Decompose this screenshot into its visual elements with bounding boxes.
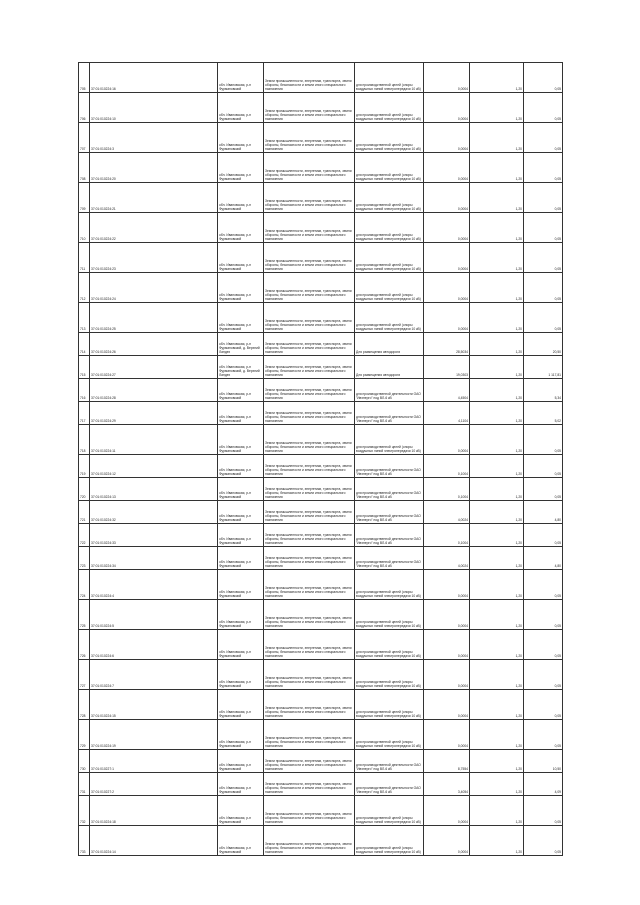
land-category: Земли промышленности, энергетики, транспорта, земли обороны, безопасности и земли иного специального назначения <box>264 402 355 425</box>
table-row <box>79 690 563 720</box>
table-row <box>79 501 563 524</box>
area-value: 4,0024 <box>424 547 470 570</box>
rate-value: 1,20 <box>470 720 524 750</box>
row-number: 731 <box>79 773 90 796</box>
cadastral-number: 37:01:010224:3 <box>90 123 218 153</box>
permitted-use: для производственной целей (опоры воздушных линий электропередачи 10 кВ) <box>355 63 424 93</box>
land-category: Земли промышленности, энергетики, транспорта, земли обороны, безопасности и земли иного специального назначения <box>264 273 355 303</box>
area-value: 4,4504 <box>424 379 470 402</box>
table-row <box>79 183 563 213</box>
rate-value: 1,20 <box>470 750 524 773</box>
cadastral-number: 37:01:010224:12 <box>90 455 218 478</box>
permitted-use: Для размещения автодороги <box>355 333 424 356</box>
table-row <box>79 600 563 630</box>
tax-sum: 4,80 <box>524 501 563 524</box>
tax-sum: 0,05 <box>524 455 563 478</box>
table-row <box>79 379 563 402</box>
rate-value: 1,20 <box>470 600 524 630</box>
rate-value: 1,20 <box>470 356 524 379</box>
tax-sum: 0,05 <box>524 690 563 720</box>
tax-sum: 0,05 <box>524 570 563 600</box>
cadastral-number: 37:01:010224:16 <box>90 63 218 93</box>
area-value: 0,0004 <box>424 720 470 750</box>
permitted-use: для производственной деятельности ОАО "Ивэнерго" под ВЛ-6 кВ <box>355 547 424 570</box>
cadastral-number: 37:01:010224:29 <box>90 402 218 425</box>
address-cell: обл. Ивановская, р-н Фурмановский <box>218 773 264 796</box>
rate-value: 1,20 <box>470 501 524 524</box>
land-category: Земли промышленности, энергетики, транспорта, земли обороны, безопасности и земли иного специального назначения <box>264 630 355 660</box>
land-category: Земли промышленности, энергетики, транспорта, земли обороны, безопасности и земли иного специального назначения <box>264 501 355 524</box>
rate-value: 1,20 <box>470 333 524 356</box>
tax-sum: 0,05 <box>524 524 563 547</box>
address-cell: обл. Ивановская, р-н Фурмановский, д. Верхний Ландех <box>218 356 264 379</box>
permitted-use: для производственной целей (опоры воздушных линий электропередачи 10 кВ) <box>355 273 424 303</box>
row-number: 717 <box>79 402 90 425</box>
rate-value: 1,20 <box>470 826 524 856</box>
area-value: 0,0004 <box>424 63 470 93</box>
tax-sum: 5,02 <box>524 402 563 425</box>
row-number: 726 <box>79 630 90 660</box>
tax-sum: 4,80 <box>524 547 563 570</box>
row-number: 721 <box>79 501 90 524</box>
row-number: 725 <box>79 600 90 630</box>
address-cell: обл. Ивановская, р-н Фурмановский <box>218 303 264 333</box>
address-cell: обл. Ивановская, р-н Фурмановский <box>218 273 264 303</box>
row-number: 728 <box>79 690 90 720</box>
cadastral-number: 37:01:010224:19 <box>90 720 218 750</box>
cadastral-number: 37:01:010224:34 <box>90 547 218 570</box>
table-row <box>79 356 563 379</box>
table-row <box>79 660 563 690</box>
area-value: 0,1004 <box>424 524 470 547</box>
rate-value: 1,20 <box>470 690 524 720</box>
area-value: 0,1004 <box>424 455 470 478</box>
land-category: Земли промышленности, энергетики, транспорта, земли обороны, безопасности и земли иного специального назначения <box>264 153 355 183</box>
land-category: Земли промышленности, энергетики, транспорта, земли обороны, безопасности и земли иного специального назначения <box>264 478 355 501</box>
area-value: 0,0004 <box>424 690 470 720</box>
land-category: Земли промышленности, энергетики, транспорта, земли обороны, безопасности и земли иного специального назначения <box>264 183 355 213</box>
tax-sum: 0,05 <box>524 720 563 750</box>
permitted-use: для производственной деятельности ОАО "Ивэнерго" под ВЛ-6 кВ <box>355 750 424 773</box>
cadastral-number: 37:01:010227:2 <box>90 773 218 796</box>
land-category: Земли промышленности, энергетики, транспорта, земли обороны, безопасности и земли иного специального назначения <box>264 773 355 796</box>
permitted-use: для производственной целей (опоры воздушных линий электропередачи 10 кВ) <box>355 183 424 213</box>
address-cell: обл. Ивановская, р-н Фурмановский <box>218 455 264 478</box>
tax-sum: 1 117,81 <box>524 356 563 379</box>
tax-sum: 0,05 <box>524 213 563 243</box>
rate-value: 1,20 <box>470 213 524 243</box>
rate-value: 1,20 <box>470 773 524 796</box>
address-cell: обл. Ивановская, р-н Фурмановский <box>218 153 264 183</box>
tax-sum: 0,05 <box>524 63 563 93</box>
table-body <box>79 63 563 856</box>
permitted-use: для производственной целей (опоры воздушных линий электропередачи 10 кВ) <box>355 660 424 690</box>
area-value: 0,1004 <box>424 478 470 501</box>
row-number: 723 <box>79 547 90 570</box>
table-row <box>79 750 563 773</box>
rate-value: 1,20 <box>470 630 524 660</box>
area-value: 0,0004 <box>424 630 470 660</box>
cadastral-number: 37:01:010224:28 <box>90 379 218 402</box>
area-value: 0,0004 <box>424 425 470 455</box>
table-row <box>79 630 563 660</box>
rate-value: 1,20 <box>470 455 524 478</box>
area-value: 0,0004 <box>424 570 470 600</box>
row-number: 724 <box>79 570 90 600</box>
land-category: Земли промышленности, энергетики, транспорта, земли обороны, безопасности и земли иного специального назначения <box>264 690 355 720</box>
permitted-use: для производственной деятельности ОАО "Ивэнерго" под ВЛ-6 кВ <box>355 501 424 524</box>
permitted-use: для производственной деятельности ОАО "Ивэнерго" под ВЛ-6 кВ <box>355 379 424 402</box>
area-value: 4,0024 <box>424 501 470 524</box>
row-number: 712 <box>79 273 90 303</box>
land-category: Земли промышленности, энергетики, транспорта, земли обороны, безопасности и земли иного специального назначения <box>264 356 355 379</box>
cadastral-number: 37:01:010224:27 <box>90 356 218 379</box>
area-value: 0,0004 <box>424 93 470 123</box>
land-category: Земли промышленности, энергетики, транспорта, земли обороны, безопасности и земли иного специального назначения <box>264 379 355 402</box>
permitted-use: для производственной целей (опоры воздушных линий электропередачи 10 кВ) <box>355 243 424 273</box>
land-category: Земли промышленности, энергетики, транспорта, земли обороны, безопасности и земли иного специального назначения <box>264 524 355 547</box>
area-value: 0,0004 <box>424 796 470 826</box>
row-number: 729 <box>79 720 90 750</box>
row-number: 733 <box>79 826 90 856</box>
permitted-use: для производственной целей (опоры воздушных линий электропередачи 10 кВ) <box>355 213 424 243</box>
cadastral-number: 37:01:010224:4 <box>90 570 218 600</box>
address-cell: обл. Ивановская, р-н Фурмановский <box>218 524 264 547</box>
area-value: 0,0004 <box>424 243 470 273</box>
cadastral-number: 37:01:010224:26 <box>90 333 218 356</box>
table-row <box>79 796 563 826</box>
permitted-use: для производственной деятельности ОАО "Ивэнерго" под ВЛ-6 кВ <box>355 773 424 796</box>
permitted-use: для производственной деятельности ОАО "Ивэнерго" под ВЛ-6 кВ <box>355 524 424 547</box>
rate-value: 1,20 <box>470 273 524 303</box>
row-number: 711 <box>79 243 90 273</box>
row-number: 719 <box>79 455 90 478</box>
land-category: Земли промышленности, энергетики, транспорта, земли обороны, безопасности и земли иного специального назначения <box>264 213 355 243</box>
area-value: 4,1104 <box>424 402 470 425</box>
tax-sum: 5,34 <box>524 379 563 402</box>
tax-sum: 10,50 <box>524 750 563 773</box>
land-category: Земли промышленности, энергетики, транспорта, земли обороны, безопасности и земли иного специального назначения <box>264 243 355 273</box>
table-row <box>79 213 563 243</box>
address-cell: обл. Ивановская, р-н Фурмановский <box>218 93 264 123</box>
land-category: Земли промышленности, энергетики, транспорта, земли обороны, безопасности и земли иного специального назначения <box>264 796 355 826</box>
table-row <box>79 478 563 501</box>
address-cell: обл. Ивановская, р-н Фурмановский <box>218 690 264 720</box>
table-row <box>79 333 563 356</box>
tax-sum: 0,05 <box>524 796 563 826</box>
address-cell: обл. Ивановская, р-н Фурмановский <box>218 501 264 524</box>
rate-value: 1,20 <box>470 63 524 93</box>
cadastral-number: 37:01:010224:6 <box>90 630 218 660</box>
area-value: 0,0004 <box>424 213 470 243</box>
tax-sum: 0,05 <box>524 273 563 303</box>
tax-sum: 20,50 <box>524 333 563 356</box>
land-category: Земли промышленности, энергетики, транспорта, земли обороны, безопасности и земли иного специального назначения <box>264 303 355 333</box>
table-row <box>79 93 563 123</box>
row-number: 727 <box>79 660 90 690</box>
table-row <box>79 123 563 153</box>
permitted-use: для производственной целей (опоры воздушных линий электропередачи 10 кВ) <box>355 600 424 630</box>
rate-value: 1,20 <box>470 123 524 153</box>
tax-sum: 4,09 <box>524 773 563 796</box>
rate-value: 1,20 <box>470 570 524 600</box>
area-value: 0,0004 <box>424 826 470 856</box>
address-cell: обл. Ивановская, р-н Фурмановский <box>218 123 264 153</box>
address-cell: обл. Ивановская, р-н Фурмановский <box>218 750 264 773</box>
cadastral-number: 37:01:010224:20 <box>90 153 218 183</box>
tax-sum: 0,05 <box>524 600 563 630</box>
cadastral-number: 37:01:010224:22 <box>90 213 218 243</box>
rate-value: 1,20 <box>470 547 524 570</box>
address-cell: обл. Ивановская, р-н Фурмановский <box>218 720 264 750</box>
cadastral-number: 37:01:010224:5 <box>90 600 218 630</box>
table-row <box>79 153 563 183</box>
address-cell: обл. Ивановская, р-н Фурмановский <box>218 402 264 425</box>
permitted-use: для производственной целей (опоры воздушных линий электропередачи 10 кВ) <box>355 425 424 455</box>
rate-value: 1,20 <box>470 93 524 123</box>
land-category: Земли промышленности, энергетики, транспорта, земли обороны, безопасности и земли иного специального назначения <box>264 600 355 630</box>
table-row <box>79 243 563 273</box>
cadastral-number: 37:01:010224:25 <box>90 303 218 333</box>
tax-sum: 0,05 <box>524 826 563 856</box>
area-value: 0,0004 <box>424 153 470 183</box>
cadastral-number: 37:01:010224:11 <box>90 425 218 455</box>
tax-sum: 0,05 <box>524 660 563 690</box>
table-row <box>79 303 563 333</box>
row-number: 713 <box>79 303 90 333</box>
row-number: 706 <box>79 93 90 123</box>
cadastral-number: 37:01:010224:7 <box>90 660 218 690</box>
permitted-use: для производственной целей (опоры воздушных линий электропередачи 10 кВ) <box>355 93 424 123</box>
cadastral-number: 37:01:010224:13 <box>90 478 218 501</box>
address-cell: обл. Ивановская, р-н Фурмановский <box>218 570 264 600</box>
area-value: 0,0004 <box>424 660 470 690</box>
row-number: 716 <box>79 379 90 402</box>
area-value: 0,0004 <box>424 600 470 630</box>
land-category: Земли промышленности, энергетики, транспорта, земли обороны, безопасности и земли иного специального назначения <box>264 63 355 93</box>
rate-value: 1,20 <box>470 660 524 690</box>
address-cell: обл. Ивановская, р-н Фурмановский <box>218 183 264 213</box>
table-row <box>79 826 563 856</box>
land-category: Земли промышленности, энергетики, транспорта, земли обороны, безопасности и земли иного специального назначения <box>264 123 355 153</box>
cadastral-number: 37:01:010224:10 <box>90 93 218 123</box>
rate-value: 1,20 <box>470 402 524 425</box>
row-number: 718 <box>79 425 90 455</box>
rate-value: 1,20 <box>470 183 524 213</box>
tax-sum: 0,05 <box>524 630 563 660</box>
permitted-use: для производственной целей (опоры воздушных линий электропередачи 10 кВ) <box>355 630 424 660</box>
permitted-use: для производственной деятельности ОАО "Ивэнерго" под ВЛ-6 кВ <box>355 455 424 478</box>
tax-sum: 0,05 <box>524 123 563 153</box>
area-value: 0,0004 <box>424 303 470 333</box>
tax-sum: 0,05 <box>524 93 563 123</box>
address-cell: обл. Ивановская, р-н Фурмановский <box>218 243 264 273</box>
cadastral-number: 37:01:010224:14 <box>90 826 218 856</box>
address-cell: обл. Ивановская, р-н Фурмановский <box>218 660 264 690</box>
cadastral-number: 37:01:010224:32 <box>90 501 218 524</box>
permitted-use: для производственной целей (опоры воздушных линий электропередачи 10 кВ) <box>355 690 424 720</box>
permitted-use: для производственной целей (опоры воздушных линий электропередачи 10 кВ) <box>355 123 424 153</box>
tax-sum: 0,05 <box>524 425 563 455</box>
cadastral-number: 37:01:010227:1 <box>90 750 218 773</box>
tax-sum: 0,05 <box>524 303 563 333</box>
land-category: Земли промышленности, энергетики, транспорта, земли обороны, безопасности и земли иного специального назначения <box>264 455 355 478</box>
address-cell: обл. Ивановская, р-н Фурмановский <box>218 826 264 856</box>
row-number: 708 <box>79 153 90 183</box>
row-number: 720 <box>79 478 90 501</box>
area-value: 8,7554 <box>424 750 470 773</box>
rate-value: 1,20 <box>470 379 524 402</box>
address-cell: обл. Ивановская, р-н Фурмановский <box>218 796 264 826</box>
address-cell: обл. Ивановская, р-н Фурмановский <box>218 63 264 93</box>
permitted-use: для производственной деятельности ОАО "Ивэнерго" под ВЛ-6 кВ <box>355 478 424 501</box>
rate-value: 1,20 <box>470 796 524 826</box>
land-category: Земли промышленности, энергетики, транспорта, земли обороны, безопасности и земли иного специального назначения <box>264 547 355 570</box>
row-number: 715 <box>79 356 90 379</box>
area-value: 0,0004 <box>424 123 470 153</box>
cadastral-number: 37:01:010224:33 <box>90 524 218 547</box>
table-row <box>79 402 563 425</box>
tax-sum: 0,05 <box>524 153 563 183</box>
table-row <box>79 273 563 303</box>
cadastre-table <box>78 62 563 856</box>
address-cell: обл. Ивановская, р-н Фурмановский <box>218 478 264 501</box>
table-row <box>79 524 563 547</box>
cadastral-number: 37:01:010224:15 <box>90 690 218 720</box>
permitted-use: для производственной целей (опоры воздушных линий электропередачи 10 кВ) <box>355 153 424 183</box>
table-row <box>79 425 563 455</box>
land-category: Земли промышленности, энергетики, транспорта, земли обороны, безопасности и земли иного специального назначения <box>264 425 355 455</box>
land-category: Земли промышленности, энергетики, транспорта, земли обороны, безопасности и земли иного специального назначения <box>264 826 355 856</box>
rate-value: 1,20 <box>470 303 524 333</box>
table-row <box>79 63 563 93</box>
cadastral-number: 37:01:010224:21 <box>90 183 218 213</box>
row-number: 722 <box>79 524 90 547</box>
row-number: 710 <box>79 213 90 243</box>
area-value: 0,0004 <box>424 183 470 213</box>
address-cell: обл. Ивановская, р-н Фурмановский <box>218 379 264 402</box>
tax-sum: 0,05 <box>524 478 563 501</box>
land-category: Земли промышленности, энергетики, транспорта, земли обороны, безопасности и земли иного специального назначения <box>264 660 355 690</box>
tax-sum: 0,05 <box>524 243 563 273</box>
address-cell: обл. Ивановская, р-н Фурмановский, д. Верхний Ландех <box>218 333 264 356</box>
land-category: Земли промышленности, энергетики, транспорта, земли обороны, безопасности и земли иного специального назначения <box>264 720 355 750</box>
rate-value: 1,20 <box>470 425 524 455</box>
cadastral-number: 37:01:010224:23 <box>90 243 218 273</box>
area-value: 19,0303 <box>424 356 470 379</box>
land-category: Земли промышленности, энергетики, транспорта, земли обороны, безопасности и земли иного специального назначения <box>264 333 355 356</box>
rate-value: 1,20 <box>470 243 524 273</box>
tax-sum: 0,05 <box>524 183 563 213</box>
address-cell: обл. Ивановская, р-н Фурмановский <box>218 630 264 660</box>
land-category: Земли промышленности, энергетики, транспорта, земли обороны, безопасности и земли иного специального назначения <box>264 93 355 123</box>
area-value: 0,0004 <box>424 273 470 303</box>
rate-value: 1,20 <box>470 524 524 547</box>
area-value: 28,5034 <box>424 333 470 356</box>
row-number: 709 <box>79 183 90 213</box>
cadastral-number: 37:01:010224:18 <box>90 796 218 826</box>
permitted-use: для производственной деятельности ОАО "Ивэнерго" под ВЛ-6 кВ <box>355 402 424 425</box>
address-cell: обл. Ивановская, р-н Фурмановский <box>218 213 264 243</box>
permitted-use: Для размещения автодороги <box>355 356 424 379</box>
row-number: 730 <box>79 750 90 773</box>
address-cell: обл. Ивановская, р-н Фурмановский <box>218 425 264 455</box>
table-row <box>79 720 563 750</box>
permitted-use: для производственной целей (опоры воздушных линий электропередачи 10 кВ) <box>355 720 424 750</box>
land-category: Земли промышленности, энергетики, транспорта, земли обороны, безопасности и земли иного специального назначения <box>264 570 355 600</box>
land-category: Земли промышленности, энергетики, транспорта, земли обороны, безопасности и земли иного специального назначения <box>264 750 355 773</box>
area-value: 3,4054 <box>424 773 470 796</box>
table-row <box>79 570 563 600</box>
permitted-use: для производственной целей (опоры воздушных линий электропередачи 10 кВ) <box>355 570 424 600</box>
rate-value: 1,20 <box>470 478 524 501</box>
table-row <box>79 773 563 796</box>
address-cell: обл. Ивановская, р-н Фурмановский <box>218 600 264 630</box>
cadastral-number: 37:01:010224:24 <box>90 273 218 303</box>
row-number: 707 <box>79 123 90 153</box>
row-number: 732 <box>79 796 90 826</box>
table-row <box>79 455 563 478</box>
permitted-use: для производственной целей (опоры воздушных линий электропередачи 10 кВ) <box>355 826 424 856</box>
row-number: 705 <box>79 63 90 93</box>
row-number: 714 <box>79 333 90 356</box>
rate-value: 1,20 <box>470 153 524 183</box>
table-row <box>79 547 563 570</box>
permitted-use: для производственной целей (опоры воздушных линий электропередачи 10 кВ) <box>355 303 424 333</box>
address-cell: обл. Ивановская, р-н Фурмановский <box>218 547 264 570</box>
permitted-use: для производственной целей (опоры воздушных линий электропередачи 10 кВ) <box>355 796 424 826</box>
